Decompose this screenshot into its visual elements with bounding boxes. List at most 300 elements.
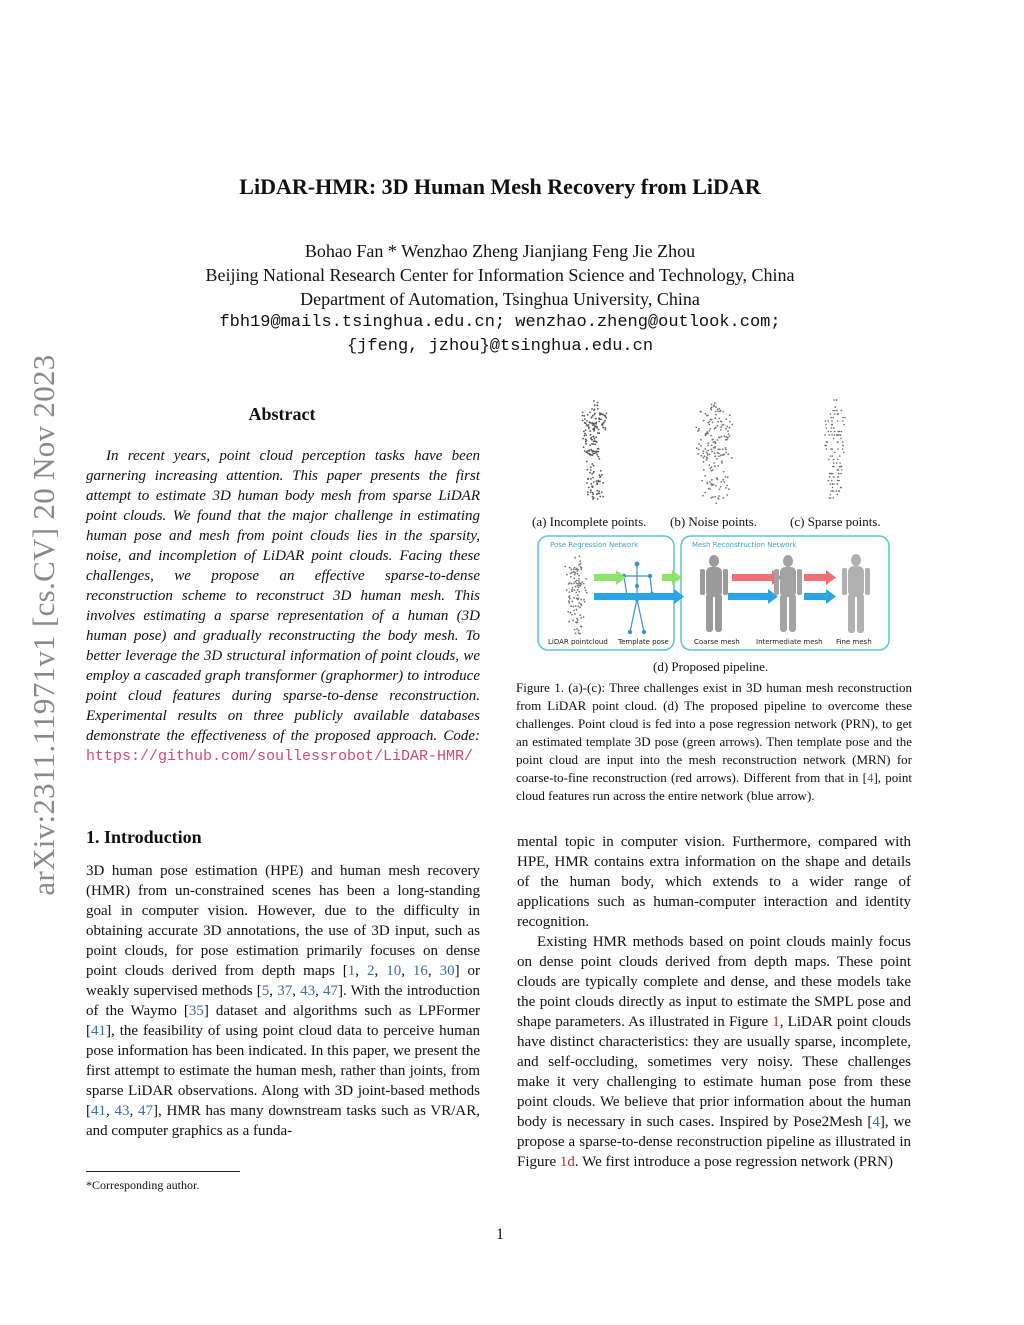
point	[831, 427, 833, 429]
point	[595, 436, 597, 438]
point	[830, 417, 832, 419]
point	[577, 594, 579, 596]
figure-ref-link[interactable]: 1d	[559, 1154, 575, 1170]
point	[709, 424, 711, 426]
point	[575, 632, 577, 634]
pipeline-diagram	[536, 534, 892, 654]
subcaption-a: (a) Incomplete points.	[532, 514, 647, 529]
point	[708, 442, 710, 444]
point	[716, 478, 718, 480]
point	[574, 613, 576, 615]
citation-link[interactable]: 47	[138, 1103, 154, 1119]
point	[589, 412, 591, 414]
point	[717, 452, 719, 454]
point	[707, 450, 709, 452]
caption-text: ], point cloud features run across the entire network (blue arrow).	[516, 770, 912, 803]
point	[584, 587, 586, 589]
point	[840, 434, 842, 436]
point	[707, 415, 709, 417]
point	[569, 567, 571, 569]
paragraph-text: . We first introduce a pose regression network (PRN)	[574, 1154, 893, 1170]
point	[696, 447, 698, 449]
point	[835, 406, 837, 408]
point	[593, 440, 595, 442]
point	[577, 573, 579, 575]
point	[831, 434, 833, 436]
point	[570, 605, 572, 607]
point	[576, 582, 578, 584]
point	[593, 481, 595, 483]
code-url-link[interactable]: https://github.com/soullessrobot/LiDAR-HMR/	[86, 748, 474, 765]
point	[579, 607, 581, 609]
point	[580, 617, 582, 619]
point	[839, 462, 841, 464]
point	[587, 452, 589, 454]
point	[589, 422, 591, 424]
paragraph-text: , LiDAR point clouds have distinct characteristics: they are usually sparse, incomplete, and self-occluding, sometimes very noisy. These challenges make it very challenging to estimate human pose from these point clouds. We believe that prior information about the human body is necessary in such cases. Inspired by Pose2Mesh [	[517, 1014, 911, 1130]
point	[837, 420, 839, 422]
point	[596, 480, 598, 482]
citation-link[interactable]: 4	[866, 770, 874, 785]
point	[825, 420, 827, 422]
point	[591, 473, 593, 475]
point	[833, 476, 835, 478]
point	[569, 582, 571, 584]
citation-link[interactable]: 10	[386, 963, 402, 979]
citation-link[interactable]: 41	[91, 1103, 106, 1119]
point	[599, 412, 601, 414]
arxiv-identifier: arXiv:2311.11971v1 [cs.CV] 20 Nov 2023	[26, 354, 61, 896]
point	[571, 589, 573, 591]
point	[602, 422, 604, 424]
point	[726, 485, 728, 487]
sparse-points-cloud	[824, 399, 846, 499]
point	[575, 572, 577, 574]
point	[602, 496, 604, 498]
point	[587, 414, 589, 416]
point	[831, 420, 833, 422]
point	[576, 618, 578, 620]
point	[573, 571, 575, 573]
point	[571, 614, 573, 616]
point	[837, 480, 839, 482]
point	[576, 570, 578, 572]
point	[720, 481, 722, 483]
author-names: Bohao Fan * Wenzhao Zheng Jianjiang Feng Jie Zhou	[304, 241, 696, 261]
point	[844, 417, 846, 419]
point	[725, 476, 727, 478]
point	[731, 457, 733, 459]
point	[580, 563, 582, 565]
point	[602, 427, 604, 429]
point	[719, 408, 721, 410]
point	[594, 404, 596, 406]
point	[729, 435, 731, 437]
point	[567, 611, 569, 613]
point	[592, 486, 594, 488]
blue-arrow	[728, 589, 778, 604]
point	[592, 424, 594, 426]
citation-link[interactable]: 16	[412, 963, 428, 979]
point	[832, 466, 834, 468]
point	[711, 406, 713, 408]
point	[590, 489, 592, 491]
point	[579, 614, 581, 616]
point	[573, 582, 575, 584]
point	[706, 457, 708, 459]
intro-heading: 1. Introduction	[86, 827, 202, 847]
point	[577, 599, 579, 601]
point	[592, 453, 594, 455]
point	[842, 420, 844, 422]
citation-link[interactable]: 1	[347, 963, 356, 979]
point	[717, 465, 719, 467]
point	[601, 413, 603, 415]
incomplete-points-cloud	[582, 400, 608, 500]
point	[713, 447, 715, 449]
point	[584, 418, 586, 420]
point	[573, 597, 575, 599]
point	[706, 483, 708, 485]
point	[720, 429, 722, 431]
point	[842, 448, 844, 450]
point	[589, 444, 591, 446]
point	[726, 426, 728, 428]
point	[720, 455, 722, 457]
point	[587, 491, 589, 493]
noise-points-cloud	[695, 402, 733, 504]
point	[592, 422, 594, 424]
point	[706, 459, 708, 461]
point	[826, 427, 828, 429]
point	[721, 454, 723, 456]
point	[834, 434, 836, 436]
point	[828, 431, 830, 433]
green-arrow	[662, 570, 682, 585]
point	[571, 590, 573, 592]
point	[588, 426, 590, 428]
point	[834, 410, 836, 412]
point	[722, 424, 724, 426]
point	[578, 586, 580, 588]
point	[830, 431, 832, 433]
label-lidar-pointcloud: LiDAR pointcloud	[548, 638, 608, 646]
blue-arrow	[804, 589, 836, 604]
citation-link[interactable]: 41	[91, 1023, 106, 1039]
abstract-text: In recent years, point cloud perception tasks have been garnering increasing attention. This paper presents the first attempt to estimate 3D human body mesh from sparse LiDAR point clouds. We found that the major challenge in estimating human pose and mesh from point clouds lies in the sparsity, noise, and incompletion of LiDAR point clouds. Facing these challenges, we propose an effective sparse-to-dense reconstruction scheme to reconstruct 3D human mesh. This involves estimating a sparse representation of a human (3D human pose) and gradually reconstructing the body mesh. To better leverage the 3D structural information of point clouds, we employ a cascaded graph transformer (graphormer) to introduce point cloud features during sparse-to-dense reconstruction. Experimental results on three publicly available databases demonstrate the effectiveness of the proposed approach. Code:	[86, 448, 480, 744]
point	[836, 410, 838, 412]
point	[709, 428, 711, 430]
point	[725, 487, 727, 489]
point	[582, 415, 584, 417]
point	[590, 483, 592, 485]
point	[578, 580, 580, 582]
abstract-heading: Abstract	[248, 404, 316, 424]
citation-link[interactable]: 37	[277, 983, 293, 999]
point	[700, 445, 702, 447]
page-number: 1	[496, 1226, 504, 1243]
point	[596, 454, 598, 456]
point	[576, 628, 578, 630]
point	[602, 482, 604, 484]
point	[595, 422, 597, 424]
point	[716, 458, 718, 460]
affiliation-2: Department of Automation, Tsinghua University, China	[300, 289, 700, 309]
point	[731, 424, 733, 426]
point	[833, 399, 835, 401]
point	[829, 473, 831, 475]
point	[727, 430, 729, 432]
point	[592, 477, 594, 479]
point	[837, 448, 839, 450]
point	[722, 411, 724, 413]
point	[579, 633, 581, 635]
point	[598, 491, 600, 493]
point	[726, 494, 728, 496]
point	[593, 410, 595, 412]
intro-text: ], HMR has many downstream tasks such as VR/AR, and computer graphics as a funda-	[86, 1103, 480, 1139]
point	[841, 431, 843, 433]
point	[832, 417, 834, 419]
label-coarse-mesh: Coarse mesh	[694, 638, 740, 646]
point	[709, 481, 711, 483]
point	[830, 483, 832, 485]
point	[597, 451, 599, 453]
point	[583, 583, 585, 585]
point	[698, 428, 700, 430]
point	[727, 476, 729, 478]
citation-link[interactable]: 35	[188, 1003, 204, 1019]
point	[839, 466, 841, 468]
point	[575, 581, 577, 583]
point	[586, 592, 588, 594]
point	[594, 452, 596, 454]
point	[832, 424, 834, 426]
point	[590, 478, 592, 480]
intro-text: ] dataset and algorithms such as LPFormer [	[86, 1003, 480, 1039]
point	[832, 490, 834, 492]
citation-link[interactable]: 4	[872, 1114, 880, 1130]
point	[840, 438, 842, 440]
point	[574, 557, 576, 559]
point	[717, 421, 719, 423]
point	[704, 455, 706, 457]
point	[725, 451, 727, 453]
point	[703, 469, 705, 471]
point	[573, 606, 575, 608]
point	[832, 473, 834, 475]
point	[698, 453, 700, 455]
point	[574, 567, 576, 569]
point	[729, 421, 731, 423]
point	[596, 493, 598, 495]
point	[727, 437, 729, 439]
point	[571, 572, 573, 574]
point	[710, 470, 712, 472]
point	[585, 578, 587, 580]
point	[580, 626, 582, 628]
point	[576, 622, 578, 624]
point	[590, 491, 592, 493]
point	[564, 566, 566, 568]
point	[568, 621, 570, 623]
label-fine-mesh: Fine mesh	[836, 638, 872, 646]
point	[721, 436, 723, 438]
point	[836, 483, 838, 485]
point	[715, 410, 717, 412]
point	[728, 433, 730, 435]
point	[717, 410, 719, 412]
point	[597, 490, 599, 492]
point	[584, 601, 586, 603]
pose-regression-network-title: Pose Regression Network	[550, 541, 639, 549]
point	[714, 446, 716, 448]
point	[713, 405, 715, 407]
point	[591, 454, 593, 456]
point	[841, 410, 843, 412]
point	[578, 578, 580, 580]
point	[701, 480, 703, 482]
point	[706, 451, 708, 453]
point	[720, 426, 722, 428]
point	[578, 591, 580, 593]
point	[825, 424, 827, 426]
point	[711, 404, 713, 406]
point	[596, 426, 598, 428]
point	[828, 434, 830, 436]
citation-link[interactable]: 43	[300, 983, 316, 999]
point	[598, 418, 600, 420]
point	[838, 480, 840, 482]
point	[583, 446, 585, 448]
point	[717, 408, 719, 410]
point	[714, 496, 716, 498]
point	[725, 439, 727, 441]
paragraph-text: Existing HMR methods based on point clouds mainly focus on dense point clouds derived from depth maps. These point clouds are typically complete and dense, and these models take the point clouds directly as input to estimate the SMPL pose and shape parameters. As illustrated in Figure	[517, 934, 911, 1030]
point	[587, 478, 589, 480]
point	[572, 619, 574, 621]
point	[582, 438, 584, 440]
point	[714, 442, 716, 444]
point	[574, 574, 576, 576]
caption-text: Figure 1. (a)-(c): Three challenges exist in 3D human mesh reconstruction from LiDAR point cloud. (d) The proposed pipeline to overcome these challenges. Point cloud is fed into a pose regression network (PRN), to get an estimated template 3D pose (green arrows). Then template pose and the point cloud are input into the mesh reconstruction network (MRN) for coarse-to-fine reconstruction (red arrows). Different from that in [	[516, 680, 912, 785]
point	[580, 599, 582, 601]
point	[718, 449, 720, 451]
point	[714, 452, 716, 454]
label-intermediate-mesh: Intermediate mesh	[756, 638, 823, 646]
point	[566, 589, 568, 591]
affiliation-1: Beijing National Research Center for Information Science and Technology, China	[205, 265, 795, 285]
point	[827, 420, 829, 422]
point	[599, 496, 601, 498]
point	[711, 479, 713, 481]
figure-ref-link[interactable]: 1	[772, 1014, 780, 1030]
intro-text: ] or weakly supervised methods [	[86, 963, 481, 999]
point	[606, 413, 608, 415]
point	[715, 502, 717, 504]
point	[594, 414, 596, 416]
point	[593, 471, 595, 473]
point	[700, 455, 702, 457]
point	[711, 483, 713, 485]
point	[831, 448, 833, 450]
fine-mesh-figure	[842, 554, 870, 633]
point	[718, 498, 720, 500]
point	[575, 592, 577, 594]
point	[830, 455, 832, 457]
point	[704, 492, 706, 494]
point	[704, 475, 706, 477]
point	[717, 439, 719, 441]
point	[598, 421, 600, 423]
point	[723, 435, 725, 437]
point	[725, 449, 727, 451]
point	[575, 605, 577, 607]
point	[833, 438, 835, 440]
point	[843, 452, 845, 454]
point	[597, 498, 599, 500]
point	[601, 474, 603, 476]
point	[601, 491, 603, 493]
point	[573, 577, 575, 579]
point	[709, 468, 711, 470]
citation-link[interactable]: 47	[323, 983, 339, 999]
point	[573, 610, 575, 612]
point	[585, 429, 587, 431]
point	[583, 599, 585, 601]
point	[591, 450, 593, 452]
citation-link[interactable]: 30	[439, 963, 455, 979]
point	[697, 430, 699, 432]
point	[712, 439, 714, 441]
point	[722, 479, 724, 481]
point	[590, 434, 592, 436]
subcaption-d: (d) Proposed pipeline.	[653, 659, 769, 674]
point	[589, 472, 591, 474]
point	[594, 438, 596, 440]
mesh-reconstruction-network-title: Mesh Reconstruction Network	[692, 541, 797, 549]
figure-caption	[516, 679, 912, 805]
point	[590, 466, 592, 468]
point	[592, 436, 594, 438]
point	[722, 448, 724, 450]
arxiv-sidebar	[20, 300, 68, 950]
point	[599, 414, 601, 416]
point	[720, 421, 722, 423]
point	[707, 453, 709, 455]
point	[575, 586, 577, 588]
point	[597, 493, 599, 495]
point	[698, 449, 700, 451]
point	[837, 469, 839, 471]
point	[839, 455, 841, 457]
point	[709, 419, 711, 421]
citation-link[interactable]: 43	[114, 1103, 130, 1119]
citation-link[interactable]: 5	[261, 983, 270, 999]
point	[719, 418, 721, 420]
point	[585, 443, 587, 445]
point	[568, 602, 570, 604]
point	[566, 574, 568, 576]
point	[711, 419, 713, 421]
citation-link[interactable]: 2	[366, 963, 375, 979]
point	[579, 555, 581, 557]
point	[713, 441, 715, 443]
point	[709, 464, 711, 466]
point	[837, 431, 839, 433]
point	[728, 488, 730, 490]
point	[581, 581, 583, 583]
